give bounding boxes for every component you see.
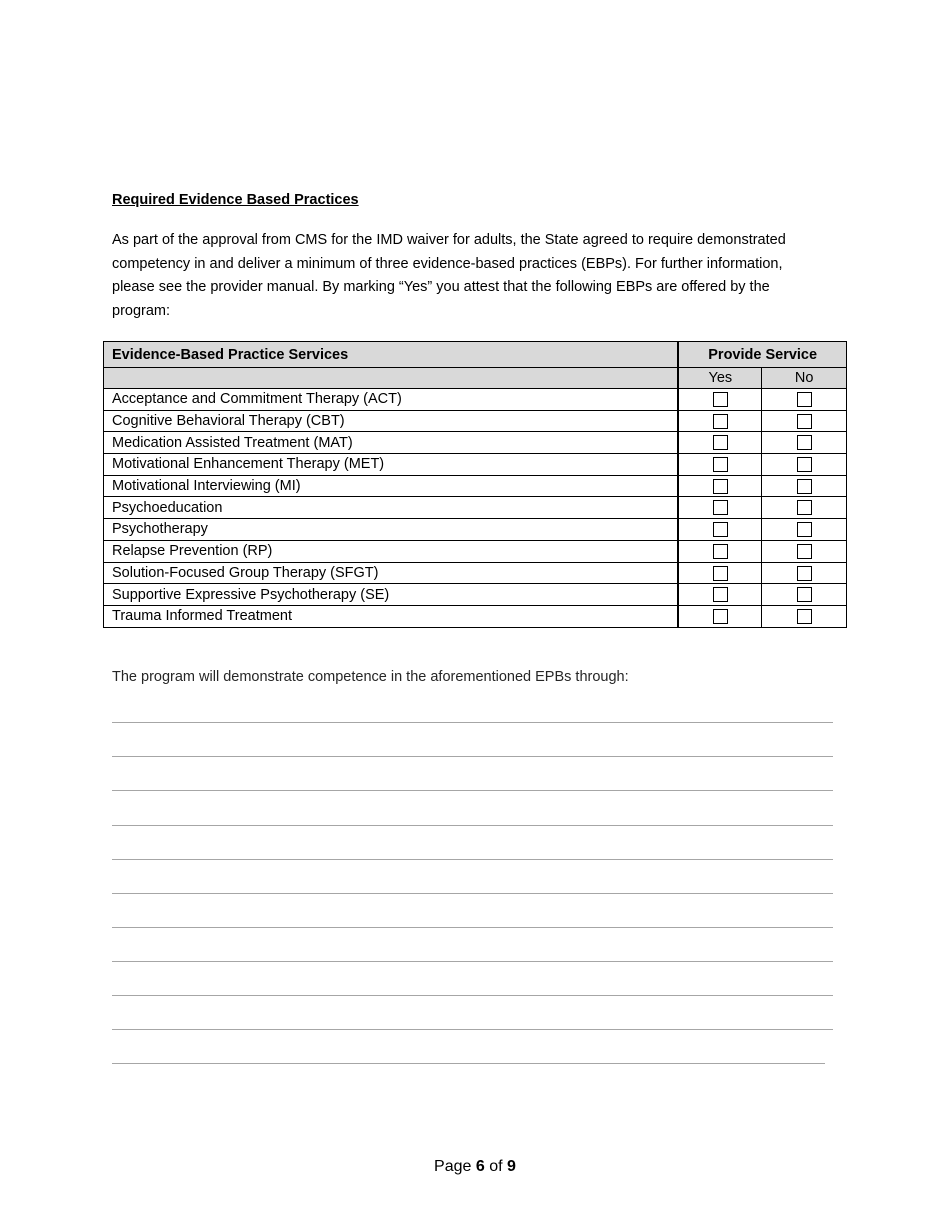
yes-cell xyxy=(678,410,761,432)
yes-checkbox[interactable] xyxy=(713,435,728,450)
ebp-service-name: Trauma Informed Treatment xyxy=(104,605,679,627)
demonstrate-prompt: The program will demonstrate competence in the aforementioned EPBs through: xyxy=(112,669,629,685)
no-cell xyxy=(762,584,847,606)
answer-line[interactable] xyxy=(112,859,833,860)
table-row xyxy=(104,410,847,432)
no-checkbox[interactable] xyxy=(797,609,812,624)
yes-checkbox[interactable] xyxy=(713,609,728,624)
answer-line[interactable] xyxy=(112,722,833,723)
no-cell xyxy=(762,475,847,497)
no-checkbox[interactable] xyxy=(797,587,812,602)
answer-line[interactable] xyxy=(112,790,833,791)
no-cell xyxy=(762,605,847,627)
no-cell xyxy=(762,519,847,541)
answer-line[interactable] xyxy=(112,927,833,928)
no-cell xyxy=(762,562,847,584)
yes-checkbox[interactable] xyxy=(713,500,728,515)
answer-line[interactable] xyxy=(112,893,833,894)
no-checkbox[interactable] xyxy=(797,522,812,537)
no-cell xyxy=(762,432,847,454)
no-checkbox[interactable] xyxy=(797,566,812,581)
yes-cell xyxy=(678,540,761,562)
yes-cell xyxy=(678,584,761,606)
ebp-service-name: Psychoeducation xyxy=(104,497,679,519)
page-footer xyxy=(0,1158,950,1176)
yes-checkbox[interactable] xyxy=(713,414,728,429)
table-row xyxy=(104,475,847,497)
no-checkbox[interactable] xyxy=(797,435,812,450)
section-title: Required Evidence Based Practices xyxy=(112,192,359,208)
yes-cell xyxy=(678,562,761,584)
footer-page-total: 9 xyxy=(507,1158,516,1175)
table-row xyxy=(104,584,847,606)
ebp-service-name: Solution-Focused Group Therapy (SFGT) xyxy=(104,562,679,584)
header-services: Evidence-Based Practice Services xyxy=(104,342,679,368)
answer-line[interactable] xyxy=(112,961,833,962)
answer-line[interactable] xyxy=(112,1063,825,1064)
yes-cell xyxy=(678,475,761,497)
ebp-service-name: Motivational Interviewing (MI) xyxy=(104,475,679,497)
header-provide-service: Provide Service xyxy=(678,342,846,368)
footer-page-number: 6 xyxy=(475,1158,485,1175)
yes-cell xyxy=(678,432,761,454)
answer-line[interactable] xyxy=(112,825,833,826)
ebp-service-name: Acceptance and Commitment Therapy (ACT) xyxy=(104,389,679,411)
answer-line[interactable] xyxy=(112,1029,833,1030)
subheader-empty xyxy=(104,368,679,389)
no-checkbox[interactable] xyxy=(797,544,812,559)
footer-of-word: of xyxy=(489,1158,503,1175)
answer-line[interactable] xyxy=(112,756,833,757)
ebp-service-name: Cognitive Behavioral Therapy (CBT) xyxy=(104,410,679,432)
ebp-service-name: Relapse Prevention (RP) xyxy=(104,540,679,562)
table-row xyxy=(104,519,847,541)
no-cell xyxy=(762,410,847,432)
table-row xyxy=(104,562,847,584)
yes-checkbox[interactable] xyxy=(713,544,728,559)
table-header-row xyxy=(104,342,847,368)
no-cell xyxy=(762,389,847,411)
ebp-rows xyxy=(104,389,847,628)
yes-checkbox[interactable] xyxy=(713,392,728,407)
ebp-table xyxy=(103,341,847,628)
no-checkbox[interactable] xyxy=(797,479,812,494)
footer-page-word: Page xyxy=(434,1158,472,1175)
no-checkbox[interactable] xyxy=(797,457,812,472)
table-row xyxy=(104,605,847,627)
ebp-service-name: Psychotherapy xyxy=(104,519,679,541)
yes-checkbox[interactable] xyxy=(713,479,728,494)
table-subheader-row xyxy=(104,368,847,389)
table-row xyxy=(104,540,847,562)
yes-checkbox[interactable] xyxy=(713,566,728,581)
ebp-service-name: Motivational Enhancement Therapy (MET) xyxy=(104,454,679,476)
no-checkbox[interactable] xyxy=(797,392,812,407)
no-checkbox[interactable] xyxy=(797,414,812,429)
ebp-service-name: Medication Assisted Treatment (MAT) xyxy=(104,432,679,454)
yes-cell xyxy=(678,454,761,476)
table-row xyxy=(104,432,847,454)
table-row xyxy=(104,497,847,519)
yes-checkbox[interactable] xyxy=(713,522,728,537)
table-row xyxy=(104,454,847,476)
intro-paragraph: As part of the approval from CMS for the IMD waiver for adults, the State agreed to require demonstrated competency in and deliver a minimum of three evidence-based practices (EBPs). For further information, please see the provider manual. By marking “Yes” you attest that the following EBPs are offered by the program: xyxy=(112,232,786,320)
yes-cell xyxy=(678,519,761,541)
yes-checkbox[interactable] xyxy=(713,457,728,472)
yes-cell xyxy=(678,389,761,411)
yes-cell xyxy=(678,605,761,627)
no-cell xyxy=(762,497,847,519)
no-checkbox[interactable] xyxy=(797,500,812,515)
header-yes: Yes xyxy=(678,368,761,389)
yes-cell xyxy=(678,497,761,519)
yes-checkbox[interactable] xyxy=(713,587,728,602)
ebp-service-name: Supportive Expressive Psychotherapy (SE) xyxy=(104,584,679,606)
answer-line[interactable] xyxy=(112,995,833,996)
no-cell xyxy=(762,454,847,476)
header-no: No xyxy=(762,368,847,389)
no-cell xyxy=(762,540,847,562)
table-row xyxy=(104,389,847,411)
